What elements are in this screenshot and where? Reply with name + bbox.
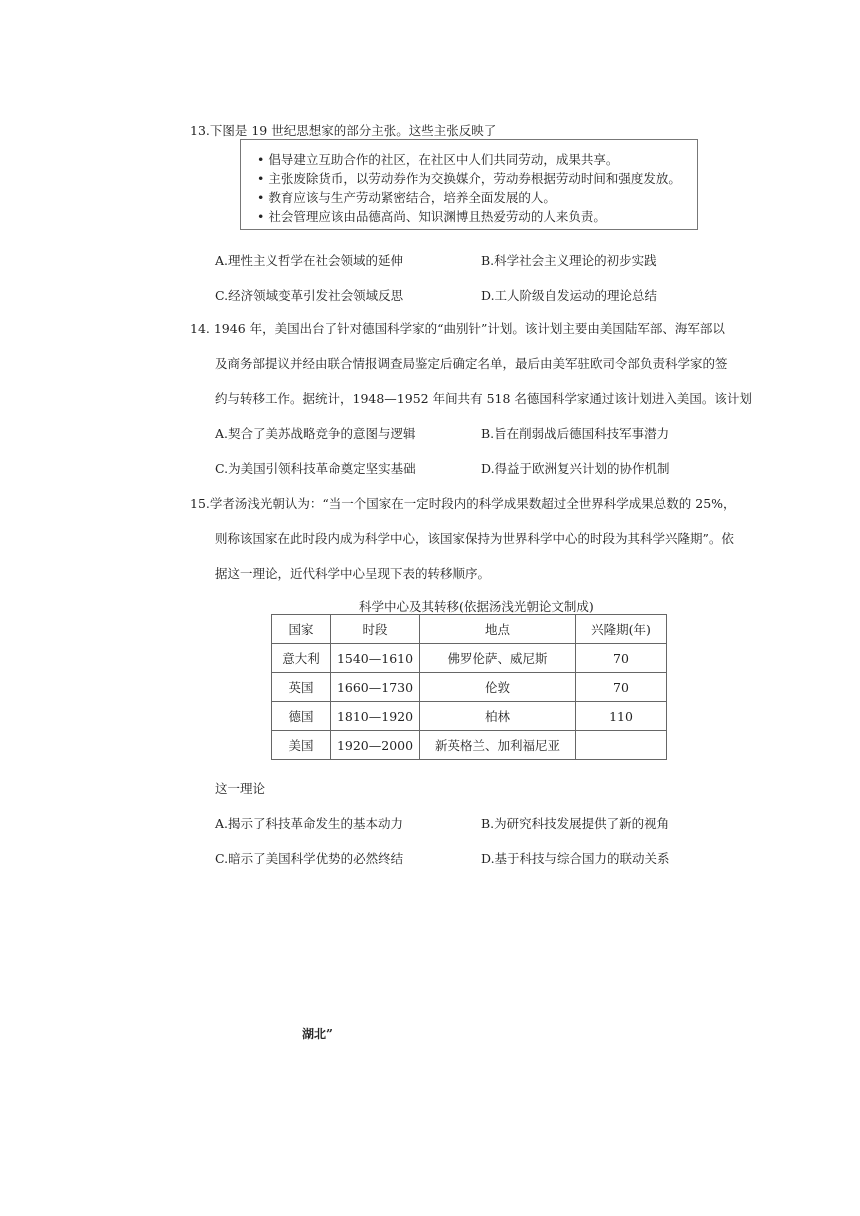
table-cell: 110 <box>576 702 667 731</box>
q14-option-c: C.为美国引领科技革命奠定坚实基础 <box>215 461 416 476</box>
science-center-table <box>271 614 667 760</box>
q14-line: 约与转移工作。据统计，1948—1952 年间共有 518 名德国科学家通过该计划进入美国。该计划 <box>215 391 752 406</box>
table-cell: 佛罗伦萨、威尼斯 <box>420 644 576 673</box>
q15-line: 据这一理论，近代科学中心呈现下表的转移顺序。 <box>215 566 491 581</box>
q13-box-line: • 社会管理应该由品德高尚、知识渊博且热爱劳动的人来负责。 <box>257 209 606 224</box>
q14-option-d: D.得益于欧洲复兴计划的协作机制 <box>481 461 670 476</box>
q14-line: 及商务部提议并经由联合情报调查局鉴定后确定名单，最后由美军驻欧司令部负责科学家的签 <box>215 356 728 371</box>
q15-line: 15.学者汤浅光朝认为：“当一个国家在一定时段内的科学成果数超过全世界科学成果总数的 25%， <box>190 496 736 511</box>
table-header-row <box>272 615 667 644</box>
q13-quote-box <box>240 139 698 230</box>
table-cell: 意大利 <box>272 644 331 673</box>
table-cell: 1920—2000 <box>331 731 420 760</box>
q15-option-c: C.暗示了美国科学优势的必然终结 <box>215 851 404 866</box>
q14-option-b: B.旨在削弱战后德国科技军事潜力 <box>481 426 670 441</box>
table-row <box>272 731 667 760</box>
q13-option-c: C.经济领域变革引发社会领域反思 <box>215 288 404 303</box>
table-cell: 美国 <box>272 731 331 760</box>
table-cell: 德国 <box>272 702 331 731</box>
table-header-cell: 兴隆期(年) <box>576 615 667 644</box>
q15-option-b: B.为研究科技发展提供了新的视角 <box>481 816 670 831</box>
table-row <box>272 702 667 731</box>
table-header-cell: 地点 <box>420 615 576 644</box>
q15-option-d: D.基于科技与综合国力的联动关系 <box>481 851 670 866</box>
q13-stem: 13.下图是 19 世纪思想家的部分主张。这些主张反映了 <box>190 123 497 138</box>
table-cell: 1660—1730 <box>331 673 420 702</box>
q13-box-line: • 主张废除货币，以劳动券作为交换媒介，劳动券根据劳动时间和强度发放。 <box>257 171 681 186</box>
footer-mark: 湖北” <box>302 1027 333 1041</box>
q15-line: 则称该国家在此时段内成为科学中心，该国家保持为世界科学中心的时段为其科学兴隆期”。依 <box>215 531 734 546</box>
table-caption: 科学中心及其转移(依据汤浅光朝论文制成) <box>359 599 594 614</box>
table-cell: 1540—1610 <box>331 644 420 673</box>
q14-option-a: A.契合了美苏战略竞争的意图与逻辑 <box>215 426 416 441</box>
table-cell: 英国 <box>272 673 331 702</box>
q13-option-b: B.科学社会主义理论的初步实践 <box>481 253 657 268</box>
table-header-cell: 国家 <box>272 615 331 644</box>
q15-option-a: A.揭示了科技革命发生的基本动力 <box>215 816 404 831</box>
q13-option-d: D.工人阶级自发运动的理论总结 <box>481 288 658 303</box>
q13-box-line: • 教育应该与生产劳动紧密结合，培养全面发展的人。 <box>257 190 556 205</box>
q14-line: 14. 1946 年，美国出台了针对德国科学家的“曲别针”计划。该计划主要由美国陆军部、海军部以 <box>190 321 725 336</box>
table-row <box>272 673 667 702</box>
table-cell: 伦敦 <box>420 673 576 702</box>
table-cell: 柏林 <box>420 702 576 731</box>
table-row <box>272 644 667 673</box>
q13-option-a: A.理性主义哲学在社会领域的延伸 <box>215 253 404 268</box>
table-cell: 1810—1920 <box>331 702 420 731</box>
table-header-cell: 时段 <box>331 615 420 644</box>
q15-tail: 这一理论 <box>215 781 266 796</box>
table-cell <box>576 731 667 760</box>
table-cell: 新英格兰、加利福尼亚 <box>420 731 576 760</box>
table-cell: 70 <box>576 644 667 673</box>
table-cell: 70 <box>576 673 667 702</box>
q13-box-line: • 倡导建立互助合作的社区，在社区中人们共同劳动，成果共享。 <box>257 152 619 167</box>
